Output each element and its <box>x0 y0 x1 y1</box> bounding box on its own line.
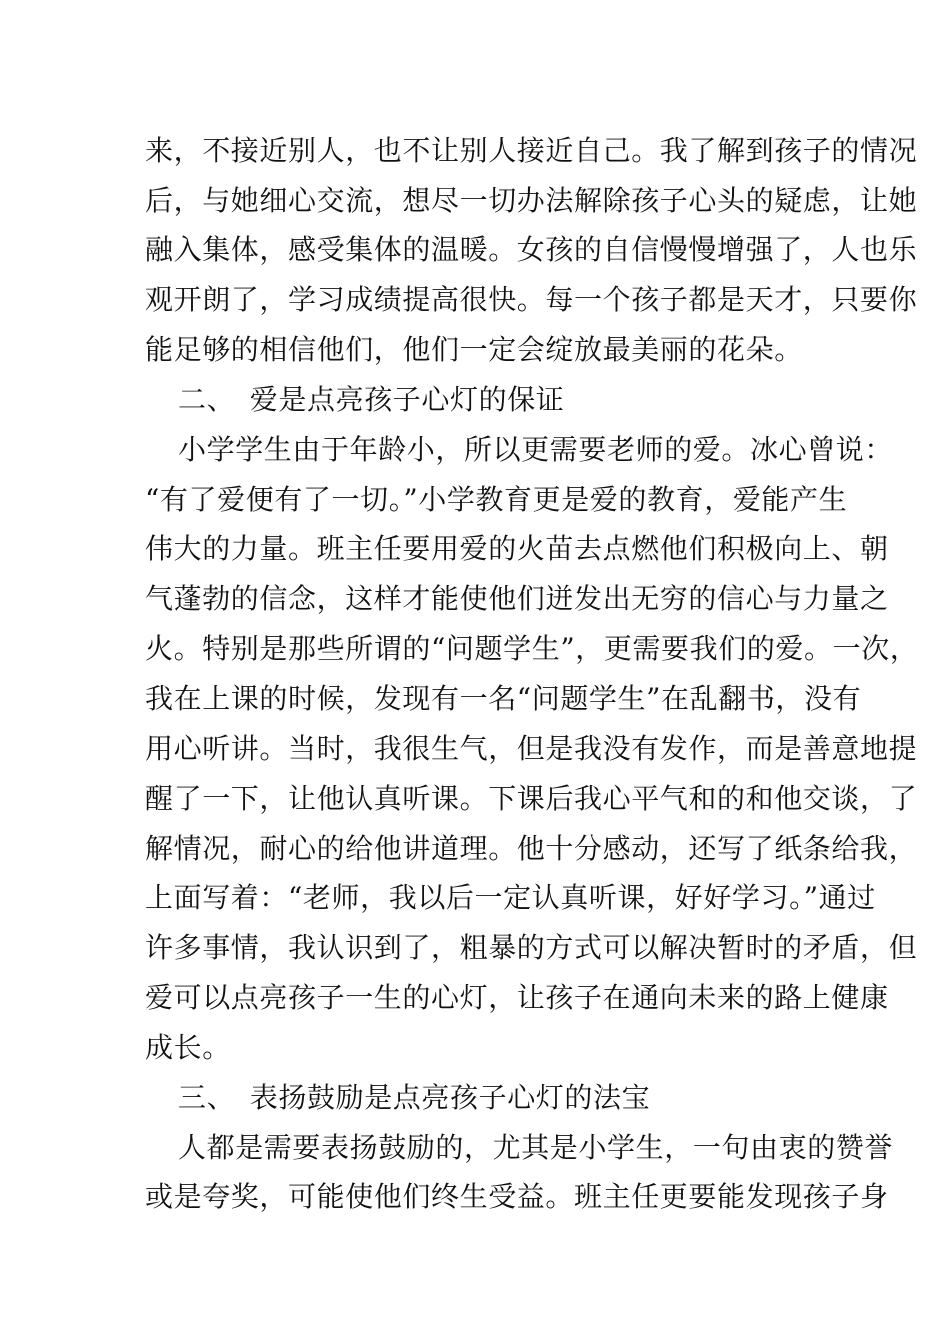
paragraph-line: 醒了一下，让他认真听课。下课后我心平气和的和他交谈，了 <box>145 782 918 815</box>
paragraph-line: 能足够的相信他们，他们一定会绽放最美丽的花朵。 <box>145 333 803 366</box>
paragraph-line: 用心听讲。当时，我很生气，但是我没有发作，而是善意地提 <box>145 732 918 765</box>
paragraph-line: 融入集体，感受集体的温暖。女孩的自信慢慢增强了，人也乐 <box>145 233 918 266</box>
paragraph-line: 我在上课的时候，发现有一名“问题学生”在乱翻书，没有 <box>145 682 862 715</box>
paragraph-line: 气蓬勃的信念，这样才能使他们迸发出无穷的信心与力量之 <box>145 582 889 615</box>
paragraph-line: 火。特别是那些所谓的“问题学生”，更需要我们的爱。一次， <box>145 632 919 665</box>
paragraph-line: 或是夸奖，可能使他们终生受益。班主任更要能发现孩子身 <box>145 1180 889 1213</box>
paragraph-line: 解情况，耐心的给他讲道理。他十分感动，还写了纸条给我， <box>145 832 918 865</box>
paragraph-line: 小学学生由于年龄小，所以更需要老师的爱。冰心曾说： <box>178 433 894 466</box>
paragraph-line: 上面写着：“老师，我以后一定认真听课，好好学习。”通过 <box>145 881 876 914</box>
paragraph-line: 观开朗了，学习成绩提高很快。每一个孩子都是天才，只要你 <box>145 283 918 316</box>
paragraph-line: 爱可以点亮孩子一生的心灯，让孩子在通向未来的路上健康 <box>145 981 889 1014</box>
paragraph-line: 许多事情，我认识到了，粗暴的方式可以解决暂时的矛盾，但 <box>145 931 918 964</box>
paragraph-line: 人都是需要表扬鼓励的，尤其是小学生，一句由衷的赞誉 <box>178 1131 894 1164</box>
paragraph-line: 后，与她细心交流，想尽一切办法解除孩子心头的疑虑，让她 <box>145 184 918 217</box>
paragraph-line: 来，不接近别人，也不让别人接近自己。我了解到孩子的情况 <box>145 134 918 167</box>
section-heading: 三、 表扬鼓励是点亮孩子心灯的法宝 <box>178 1081 651 1114</box>
section-heading: 二、 爱是点亮孩子心灯的保证 <box>178 383 565 416</box>
paragraph-line: 伟大的力量。班主任要用爱的火苗去点燃他们积极向上、朝 <box>145 532 889 565</box>
paragraph-line: “有了爱便有了一切。”小学教育更是爱的教育，爱能产生 <box>145 483 848 516</box>
paragraph-line: 成长。 <box>145 1031 231 1064</box>
